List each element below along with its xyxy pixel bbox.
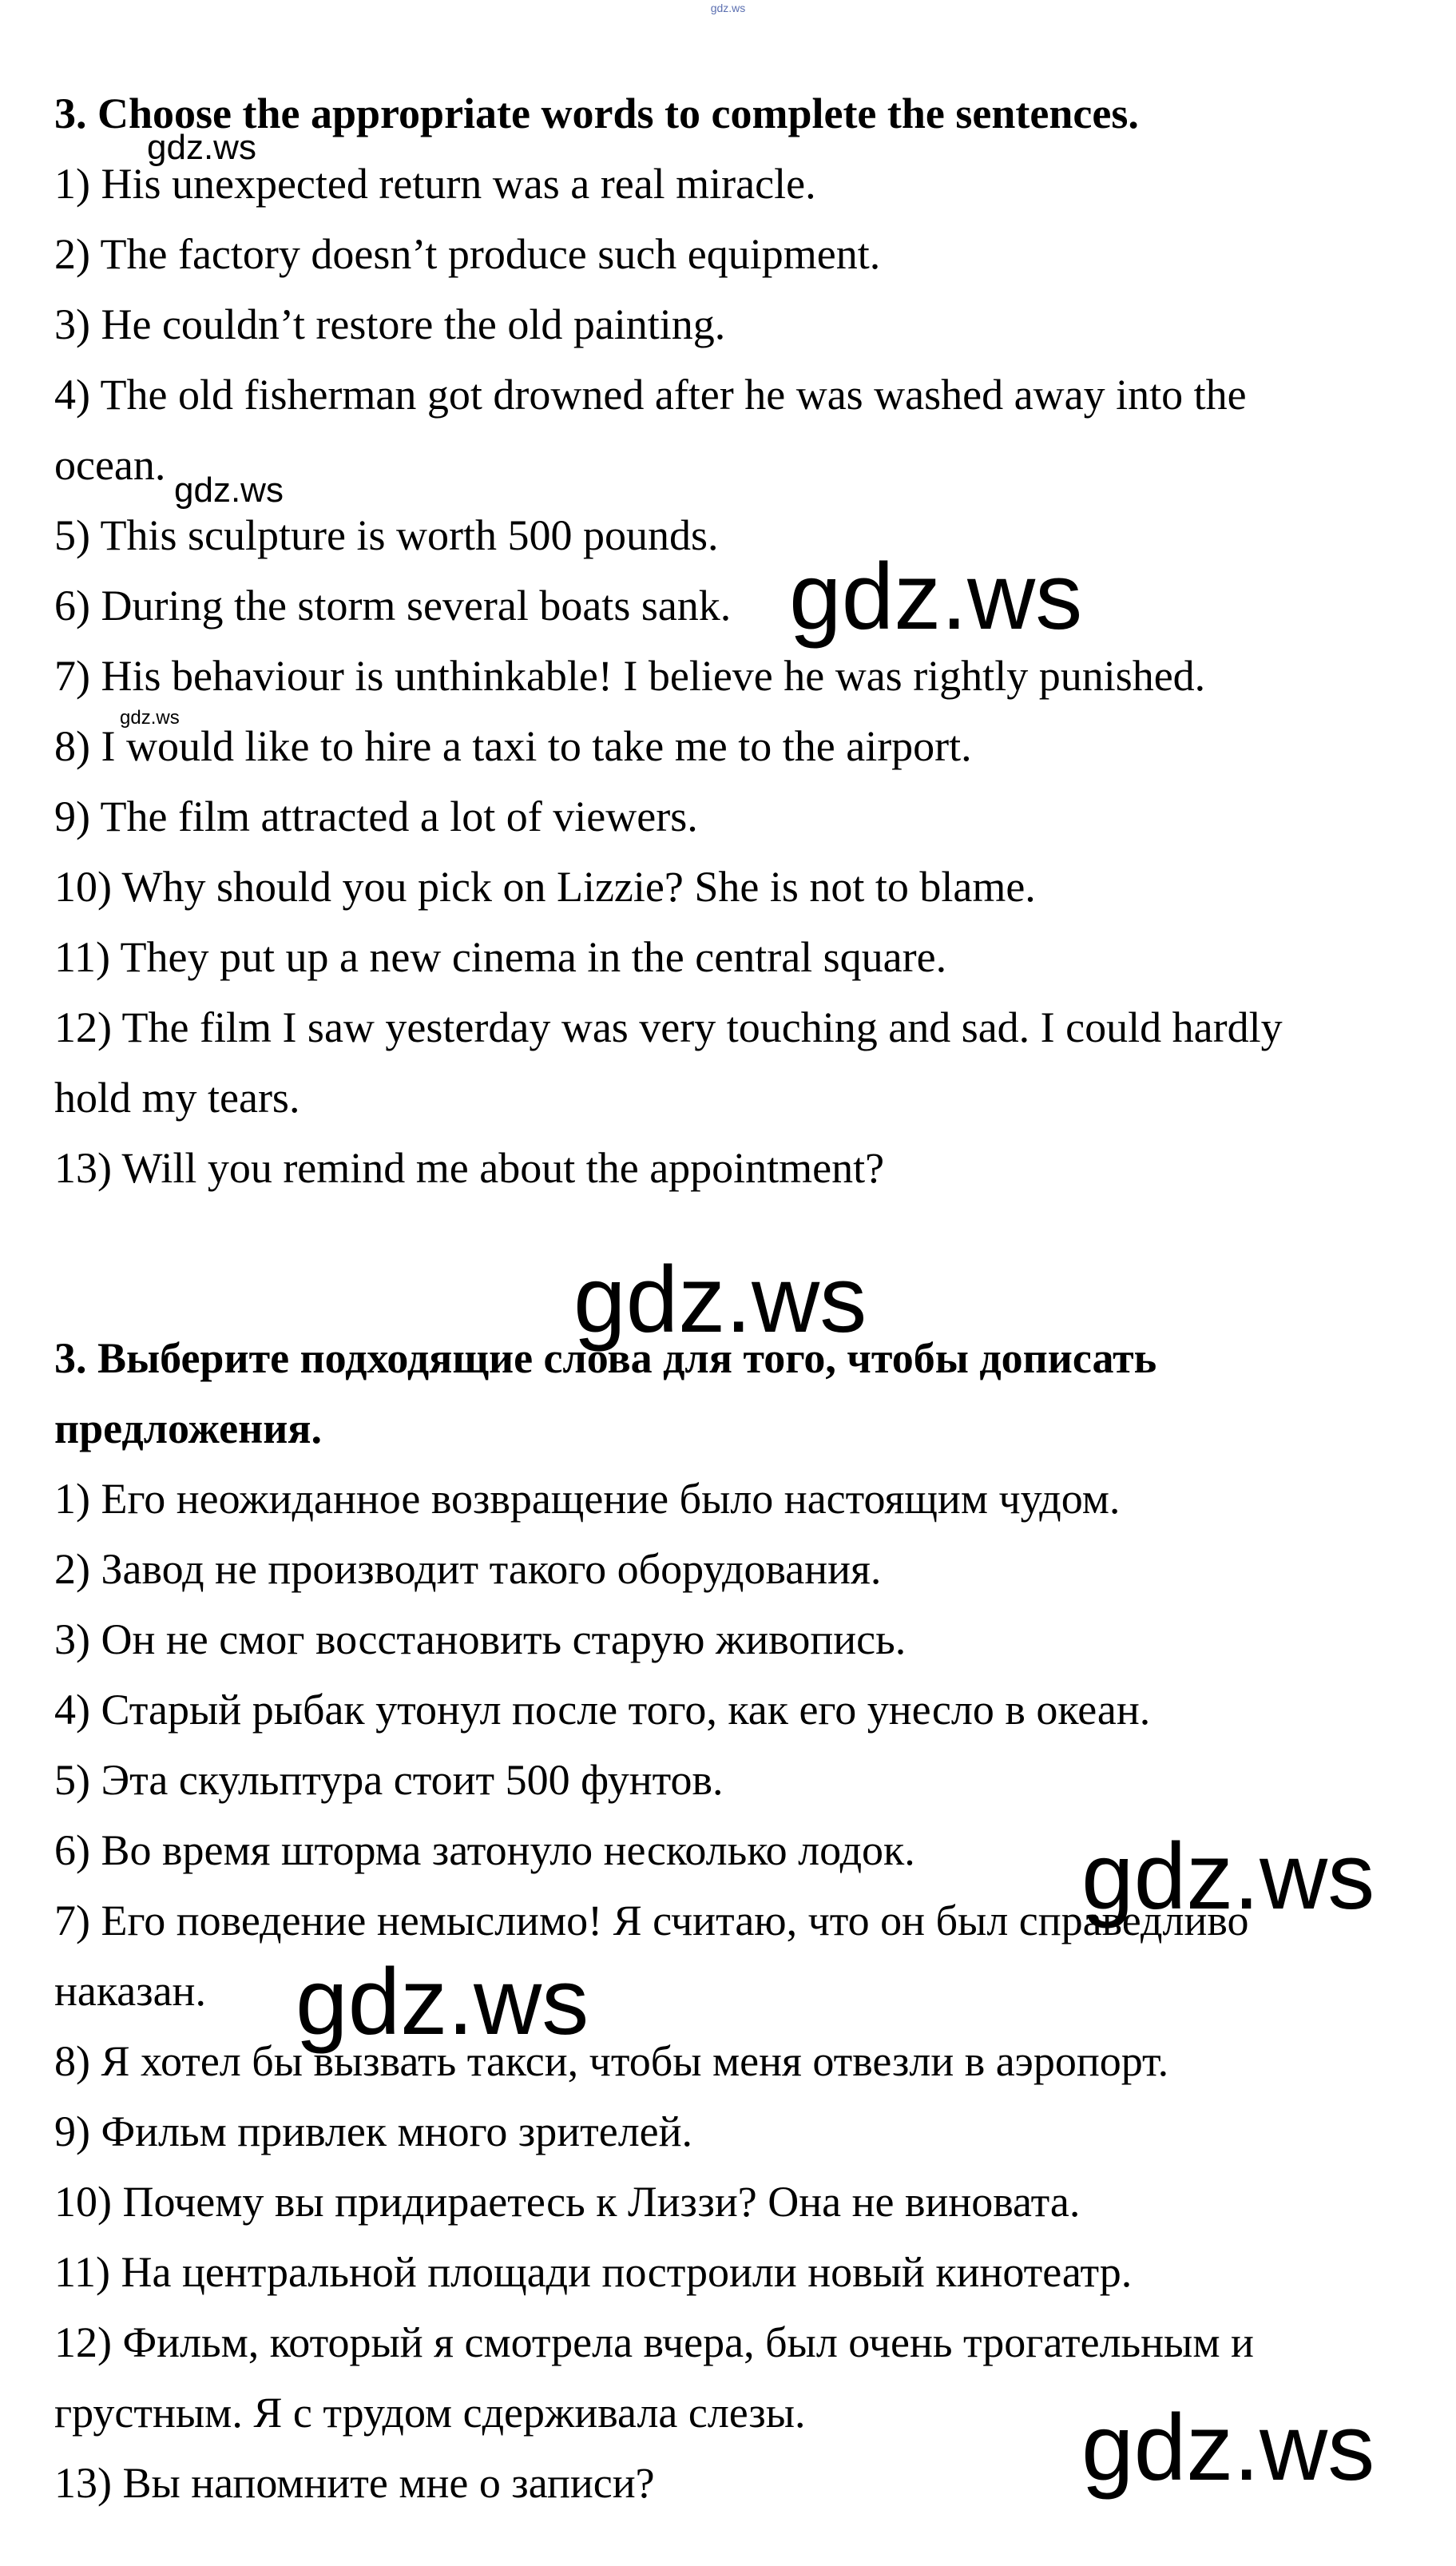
- english-sentence: 6) During the storm several boats sank.: [54, 582, 732, 630]
- watermark: gdz.ws: [120, 707, 180, 729]
- russian-sentence: 11) На центральной площади построили новый кинотеатр.: [54, 2248, 1133, 2296]
- russian-sentence: наказан.: [54, 1967, 206, 2015]
- english-sentence: 3) He couldn’t restore the old painting.: [54, 300, 726, 348]
- russian-sentence: 5) Эта скульптура стоит 500 фунтов.: [54, 1756, 724, 1804]
- english-sentence: 1) His unexpected return was a real miracle.: [54, 160, 816, 208]
- english-sentence: 7) His behaviour is unthinkable! I believe he was rightly punished.: [54, 652, 1206, 700]
- russian-sentence: 3) Он не смог восстановить старую живопись.: [54, 1615, 907, 1663]
- russian-sentence: 12) Фильм, который я смотрела вчера, был очень трогательным и: [54, 2318, 1254, 2366]
- russian-heading-continued: предложения.: [54, 1404, 323, 1452]
- watermark: gdz.ws: [296, 1949, 589, 2055]
- russian-sentence: 4) Старый рыбак утонул после того, как его унесло в океан.: [54, 1686, 1151, 1734]
- russian-sentence: 7) Его поведение немыслимо! Я считаю, что он был справедливо: [54, 1897, 1249, 1944]
- russian-sentence: грустным. Я с трудом сдерживала слезы.: [54, 2389, 806, 2437]
- english-sentence: 4) The old fisherman got drowned after he was washed away into the: [54, 371, 1247, 419]
- english-sentence: hold my tears.: [54, 1074, 300, 1122]
- watermark: gdz.ws: [789, 544, 1083, 649]
- watermark: gdz.ws: [147, 128, 256, 167]
- watermark: gdz.ws: [573, 1247, 867, 1353]
- russian-sentence: 13) Вы напомните мне о записи?: [54, 2459, 655, 2507]
- english-sentence: ocean.: [54, 441, 166, 489]
- russian-sentence: 1) Его неожиданное возвращение было настоящим чудом.: [54, 1475, 1121, 1523]
- russian-heading: 3. Выберите подходящие слова для того, чтобы дописать: [54, 1334, 1157, 1382]
- russian-sentence: 9) Фильм привлек много зрителей.: [54, 2107, 693, 2155]
- russian-sentence: 2) Завод не производит такого оборудования.: [54, 1545, 882, 1593]
- watermark: gdz.ws: [1081, 1824, 1375, 1929]
- english-sentence: 8) I would like to hire a taxi to take me to the airport.: [54, 722, 972, 770]
- english-sentence: 13) Will you remind me about the appointment?: [54, 1144, 885, 1192]
- english-heading: 3. Choose the appropriate words to complete the sentences.: [54, 89, 1139, 137]
- russian-sentence: 6) Во время шторма затонуло несколько лодок.: [54, 1826, 915, 1874]
- russian-sentence: 10) Почему вы придираетесь к Лиззи? Она не виновата.: [54, 2178, 1081, 2226]
- watermark: gdz.ws: [1081, 2395, 1375, 2500]
- russian-sentence: 8) Я хотел бы вызвать такси, чтобы меня отвезли в аэропорт.: [54, 2037, 1169, 2085]
- english-sentence: 10) Why should you pick on Lizzie? She is not to blame.: [54, 863, 1036, 911]
- english-sentence: 5) This sculpture is worth 500 pounds.: [54, 511, 719, 559]
- english-sentence: 2) The factory doesn’t produce such equipment.: [54, 230, 881, 278]
- english-sentence: 9) The film attracted a lot of viewers.: [54, 792, 698, 840]
- english-sentence: 12) The film I saw yesterday was very touching and sad. I could hardly: [54, 1003, 1283, 1051]
- watermark: gdz.ws: [174, 471, 284, 510]
- english-sentence: 11) They put up a new cinema in the central square.: [54, 933, 947, 981]
- english-section: [54, 78, 1412, 1203]
- top-watermark: gdz.ws: [710, 2, 746, 14]
